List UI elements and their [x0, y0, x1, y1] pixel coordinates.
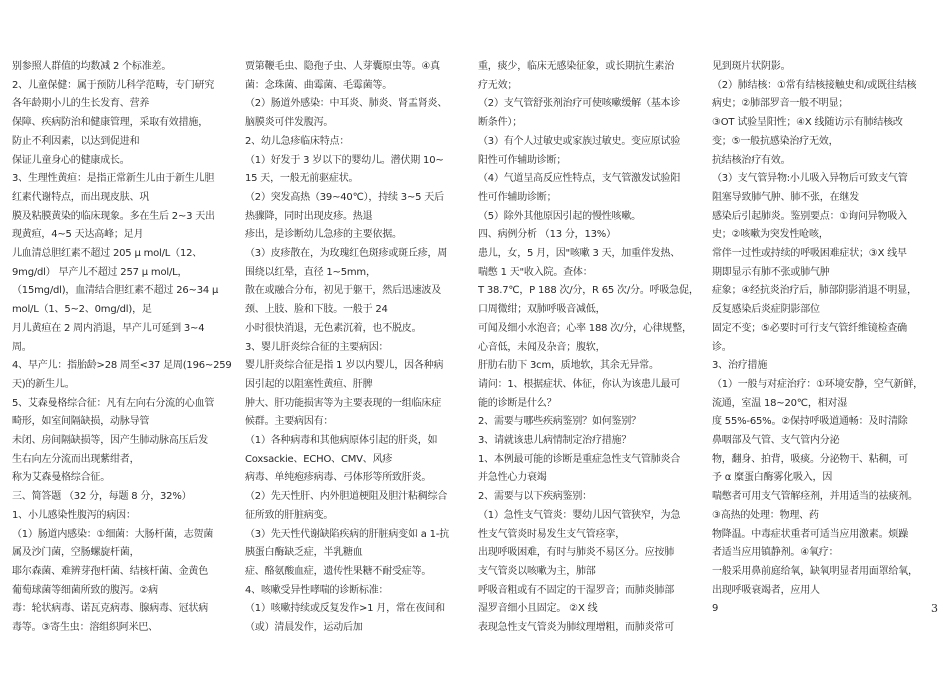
text-line: 称为艾森曼格综合征。 — [12, 472, 110, 484]
text-line: 重，痰少，临床无感染征象，或长期抗生素治 — [478, 61, 674, 72]
text-line: 2、儿童保健：属于预防儿科学范畴，专门研究 — [12, 79, 215, 91]
text-line: 喘憋 1 天"收入院。查体： — [478, 266, 593, 278]
text-line: 3、治疗措施 — [712, 360, 768, 372]
text-line: 固定不变；⑤必要时可行支气管纤维镜检查确 — [712, 322, 907, 334]
text-line: 9mg/dl） 早产儿不超过 257 μ mol/L， — [12, 266, 188, 278]
text-line: 反复感染后炎症阴影部位 — [712, 304, 820, 316]
text-line: （3）支气管异物:小儿吸入异物后可致支气管 — [712, 173, 908, 185]
text-line: 1、本例最可能的诊断是重症急性支气管肺炎合 — [478, 453, 681, 465]
text-line: 未闭、房间隔缺损等，因产生肺动脉高压后发 — [12, 435, 208, 447]
text-line: 儿血清总胆红素不超过 205 μ mol/L（12、 — [12, 248, 203, 260]
text-line: 3、婴儿肝炎综合征的主要病因： — [245, 341, 389, 353]
text-line: 表现急性支气管炎为肺纹理增粗，而肺炎常可 — [478, 622, 674, 634]
text-line: 散在或融合分布，初见于躯干，然后迅速波及 — [245, 285, 441, 297]
text-line: （1）一般与对症治疗：①环境安静，空气新鲜， — [712, 378, 923, 390]
text-line: （3）有个人过敏史或家族过敏史。变应原试验 — [478, 135, 681, 147]
text-line: T 38.7℃，P 188 次/分，R 65 次/分。呼吸急促， — [478, 285, 699, 297]
text-line: 周。 — [12, 341, 32, 353]
text-line: 予 α 糜蛋白酶雾化吸入，因 — [712, 472, 833, 484]
text-line: 性可作辅助诊断； — [478, 191, 557, 203]
text-line: 病毒、单纯疱疹病毒、弓体形等所致肝炎。 — [245, 472, 432, 484]
text-line: 小时很快消退，无色素沉着，也不脱皮。 — [245, 322, 422, 334]
text-line: 鼻咽部及气管、支气管内分泌 — [712, 435, 840, 447]
text-line: 湿罗音细小且固定。 ②X 线 — [478, 603, 598, 615]
text-line: 别参照人群值的均数减 2 个标准差。 — [12, 61, 172, 72]
text-line: 能的诊断是什么？ — [478, 397, 557, 409]
text-line: 葡萄球菌等细菌所致的腹泻。②病 — [12, 584, 158, 596]
text-line: 肝肋右肋下 3cm，质地软，其余无异常。 — [478, 360, 659, 372]
text-line: （1）咳嗽持续或反复发作>1 月，常在夜间和 — [245, 603, 445, 615]
text-column-4 — [712, 58, 940, 619]
text-line: 3、请就该患儿病情制定治疗措施？ — [478, 435, 632, 447]
text-line: 史；②咳嗽为突发性呛咳， — [712, 229, 829, 241]
text-line: （2）支气管舒张剂治疗可使咳嗽缓解（基本诊 — [478, 98, 681, 110]
text-line: 天)的新生儿。 — [12, 378, 75, 390]
text-line: 者适当应用镇静剂。④氧疗： — [712, 547, 839, 559]
text-line: 心音低，未闻及杂音；腹软， — [478, 341, 606, 353]
text-line: 期即显示有肺不张或肺气肿 — [712, 266, 830, 278]
text-line: 婴儿肝炎综合征是指 1 岁以内婴儿，因各种病 — [245, 360, 444, 372]
text-line: 常伴一过性或持续的呼吸困难症状；③X 线早 — [712, 248, 907, 260]
text-line: 支气管炎以咳嗽为主，肺部 — [478, 565, 596, 577]
text-line: 4、咳嗽受异性哮喘的诊断标准： — [245, 584, 389, 596]
text-line: 颈、上肢、脸和下肢。一般于 24 — [245, 304, 388, 316]
text-line: 呼吸音粗或有不固定的干湿罗音；而肺炎肺部 — [478, 584, 674, 596]
text-line: 菌：念珠菌、曲霉菌、毛霉菌等。 — [245, 79, 392, 91]
text-line: 膜及粘膜黄染的临床现象。多在生后 2~3 天出 — [12, 210, 215, 222]
text-line: （5）除外其他原因引起的慢性咳嗽。 — [478, 210, 641, 222]
text-line: 各年龄期小儿的生长发育、营养 — [12, 98, 150, 110]
text-line: 耶尔森菌、难辨芽孢杆菌、结核杆菌、金黄色 — [12, 565, 208, 577]
text-line: 流通，室温 18~20℃，相对湿 — [712, 397, 848, 409]
text-line: （1）肠道内感染：①细菌：大肠杆菌，志贺菌 — [12, 528, 214, 540]
text-line: 征所致的肝脏病变。 — [245, 509, 334, 521]
text-line: 请问：1、根据症状、体征，你认为该患儿最可 — [478, 378, 681, 390]
text-line: 3、生理性黄疸：是指正常新生儿由于新生儿胆 — [12, 173, 215, 185]
text-line: （2）肺结核：①常有结核接触史和/或既往结核 — [712, 79, 917, 91]
text-line: 4、早产儿：指胎龄>28 周至<37 足周(196~259 — [12, 360, 232, 372]
text-line: 属及沙门菌，空肠螺旋杆菌， — [12, 547, 140, 559]
text-line: 生右向左分流而出现紫绀者， — [12, 453, 140, 465]
text-line: 阳性可作辅助诊断； — [478, 154, 567, 166]
text-line: （2）先天性肝、内外胆道梗阻及胆汁粘稠综合 — [245, 491, 448, 503]
text-column-2 — [245, 58, 473, 638]
text-line: 2、需要与哪些疾病鉴别？如何鉴别？ — [478, 416, 641, 428]
text-line: 15 天，一般无前驱症状。 — [245, 173, 359, 185]
text-line: 诊。 — [712, 341, 732, 353]
text-line: 现黄疸，4~5 天达高峰；足月 — [12, 229, 144, 241]
text-line: 肿大、肝功能损害等为主要表现的一组临床症 — [245, 397, 441, 409]
text-line: 5、艾森曼格综合征：凡有左向右分流的心血管 — [12, 397, 215, 409]
text-line: 出现呼吸困难，有时与肺炎不易区分。应按肺 — [478, 547, 674, 559]
text-line: （1）各种病毒和其他病原体引起的肝炎，如 — [245, 435, 438, 447]
text-line: 感染后引起肺炎。鉴别要点：①询问异物吸入 — [712, 210, 907, 222]
text-line: 见到斑片状阴影。 — [712, 61, 791, 72]
text-line: 一般采用鼻前庭给氧，缺氧明显者用面罩给氧， — [712, 565, 918, 577]
text-line: 因引起的以阻塞性黄疸、肝脾 — [245, 378, 373, 390]
text-line: Coxsackie、ECHO、CMV、风疹 — [245, 453, 393, 465]
text-line: 毒等。③寄生虫：溶组织阿米巴、 — [12, 622, 158, 634]
text-line: （15mg/dl)，血清结合胆红素不超过 26~34 μ — [12, 285, 219, 297]
text-line: 阻塞导致肺气肿、肺不张，在继发 — [712, 191, 859, 203]
text-line: 畸形，如室间隔缺损，动脉导管 — [12, 416, 150, 428]
text-line: 物，翻身、拍背，吸痰。分泌物干、粘稠，可 — [712, 453, 908, 465]
text-line: 疹出，是诊断幼儿急疹的主要依据。 — [245, 229, 402, 241]
text-line: 围绕以红晕，直径 1~5mm， — [245, 266, 376, 278]
text-line: 口周微绀；双肺呼吸音减低， — [478, 304, 606, 316]
text-line: 喘憋者可用支气管解痉剂，并用适当的祛痰剂。 — [712, 491, 918, 503]
text-line: 红素代谢特点，而出现皮肤、巩 — [12, 191, 150, 203]
text-line: 并急性心力衰竭 — [478, 472, 547, 484]
text-column-3 — [478, 58, 710, 638]
text-line: 2、幼儿急疹临床特点： — [245, 135, 350, 147]
text-line: 毒：轮状病毒、诺瓦克病毒、腺病毒、冠状病 — [12, 603, 208, 615]
text-line: 胰蛋白酶缺乏症，半乳糖血 — [245, 547, 363, 559]
text-line: （或）清晨发作，运动后加 — [245, 622, 363, 634]
text-line: （1）好发于 3 岁以下的婴幼儿。潜伏期 10~ — [245, 154, 444, 166]
text-line: （4）气道呈高反应性特点，支气管激发试验阳 — [478, 173, 681, 185]
text-line: 可闻及细小水泡音；心率 188 次/分，心律规整， — [478, 322, 692, 334]
text-line: ③高热的处理：物理、药 — [712, 509, 819, 521]
text-line: 四、病例分析 （13 分，13%） — [478, 229, 616, 241]
text-line: 脑膜炎可伴发腹泻。 — [245, 117, 334, 129]
text-line: 候群。主要病因有： — [245, 416, 334, 428]
text-line: 1、小儿感染性腹泻的病因： — [12, 509, 136, 521]
text-line: 保障、疾病防治和健康管理，采取有效措施， — [12, 117, 208, 129]
text-line: （1）急性支气管炎：婴幼儿因气管狭窄，为急 — [478, 509, 681, 521]
text-line: 抗结核治疗有效。 — [712, 154, 791, 166]
text-line: mol/L（1、5~2、0mg/dl)，足 — [12, 304, 152, 316]
text-line: 疗无效； — [478, 79, 518, 91]
text-line: 月儿黄疸在 2 周内消退，早产儿可延到 3~4 — [12, 322, 205, 334]
text-line: 病史；②肺部罗音一般不明显； — [712, 98, 849, 110]
text-line: 症象；④经抗炎治疗后，肺部阴影消退不明显， — [712, 285, 917, 297]
text-line: 症、酪氨酸血症，遗传性果糖不耐受症等。 — [245, 565, 432, 577]
text-line: （3）皮疹散在，为玫瑰红色斑疹或斑丘疹，周 — [245, 248, 448, 260]
text-line: 变；⑤一般抗感染治疗无效， — [712, 135, 839, 147]
text-line: 度 55%-65%。②保持呼吸道通畅：及时清除 — [712, 416, 908, 428]
text-line: ③OT 试验呈阳性；④X 线随访示有肺结核改 — [712, 117, 903, 129]
text-line: 三、简答题 （32 分，每题 8 分，32%） — [12, 491, 192, 503]
text-column-1 — [12, 58, 236, 638]
page-number: 3 — [931, 602, 938, 615]
text-line: 热骤降，同时出现皮疹。热退 — [245, 210, 373, 222]
text-line: 性支气管炎时易发生支气管痉挛， — [478, 528, 625, 540]
text-line: （2）肠道外感染：中耳炎、肺炎、肾盂肾炎、 — [245, 98, 448, 110]
text-line: 断条件）； — [478, 117, 522, 129]
text-line: 防止不利因素，以达到促进和 — [12, 135, 140, 147]
text-line: 9 — [712, 603, 719, 615]
text-line: 2、需要与以下疾病鉴别： — [478, 491, 592, 503]
text-line: 出现呼吸衰竭者，应用人 — [712, 584, 820, 596]
text-line: 保证儿童身心的健康成长。 — [12, 154, 130, 166]
text-line: 患儿，女，5 月，因"咳嗽 3 天，加重伴发热、 — [478, 248, 681, 260]
text-line: （3）先天性代谢缺陷疾病的肝脏病变如 a 1-抗 — [245, 528, 450, 540]
text-line: 物降温。中毒症状重者可适当应用激素。烦躁 — [712, 528, 908, 540]
text-line: 贾第鞭毛虫、隐孢子虫、人芽囊原虫等。④真 — [245, 61, 440, 72]
text-line: （2）突发高热（39~40℃），持续 3~5 天后 — [245, 191, 444, 203]
